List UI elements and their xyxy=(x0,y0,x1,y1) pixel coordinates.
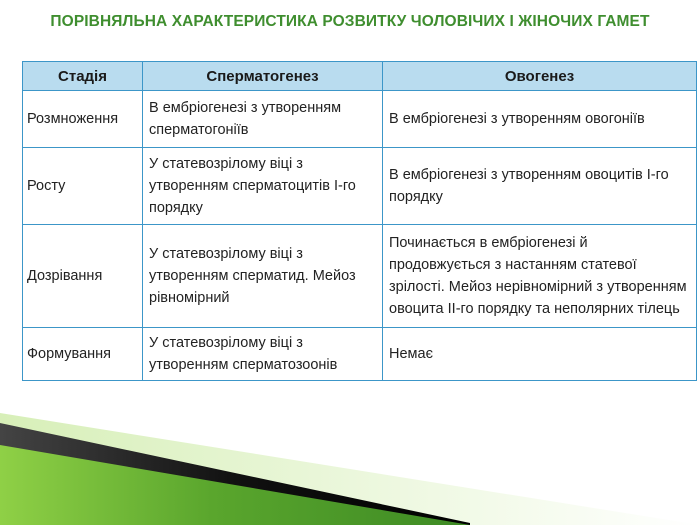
header-stage: Стадія xyxy=(23,62,143,91)
stage-cell: Дозрівання xyxy=(23,225,143,328)
oogenesis-cell: В ембріогенезі з утворенням овоцитів І-го порядку xyxy=(383,148,697,225)
table-row xyxy=(23,328,697,381)
header-oogenesis: Овогенез xyxy=(383,62,697,91)
comparison-table-container xyxy=(22,61,696,381)
spermatogenesis-cell: У статевозрілому віці з утворенням сперматоцитів І-го порядку xyxy=(143,148,383,225)
spermatogenesis-cell: У статевозрілому віці з утворенням сперматозоонів xyxy=(143,328,383,381)
table-row xyxy=(23,91,697,148)
table-row xyxy=(23,225,697,328)
oogenesis-cell: Починається в ембріогенезі й продовжується з настанням статевої зрілості. Мейоз нерівномірний з утворенням овоцита ІІ-го порядку та неполярних тілець xyxy=(383,225,697,328)
oogenesis-cell: В ембріогенезі з утворенням овогоніїв xyxy=(383,91,697,148)
slide-title: ПОРІВНЯЛЬНА ХАРАКТЕРИСТИКА РОЗВИТКУ ЧОЛОВІЧИХ І ЖІНОЧИХ ГАМЕТ xyxy=(50,13,650,30)
comparison-table xyxy=(22,61,697,381)
table-row xyxy=(23,148,697,225)
spermatogenesis-cell: В ембріогенезі з утворенням сперматогоніїв xyxy=(143,91,383,148)
table-header-row xyxy=(23,62,697,91)
stage-cell: Росту xyxy=(23,148,143,225)
decorative-swoosh xyxy=(0,405,700,525)
spermatogenesis-cell: У статевозрілому віці з утворенням сперматид. Мейоз рівномірний xyxy=(143,225,383,328)
stage-cell: Розмноження xyxy=(23,91,143,148)
stage-cell: Формування xyxy=(23,328,143,381)
oogenesis-cell: Немає xyxy=(383,328,697,381)
header-spermatogenesis: Сперматогенез xyxy=(143,62,383,91)
